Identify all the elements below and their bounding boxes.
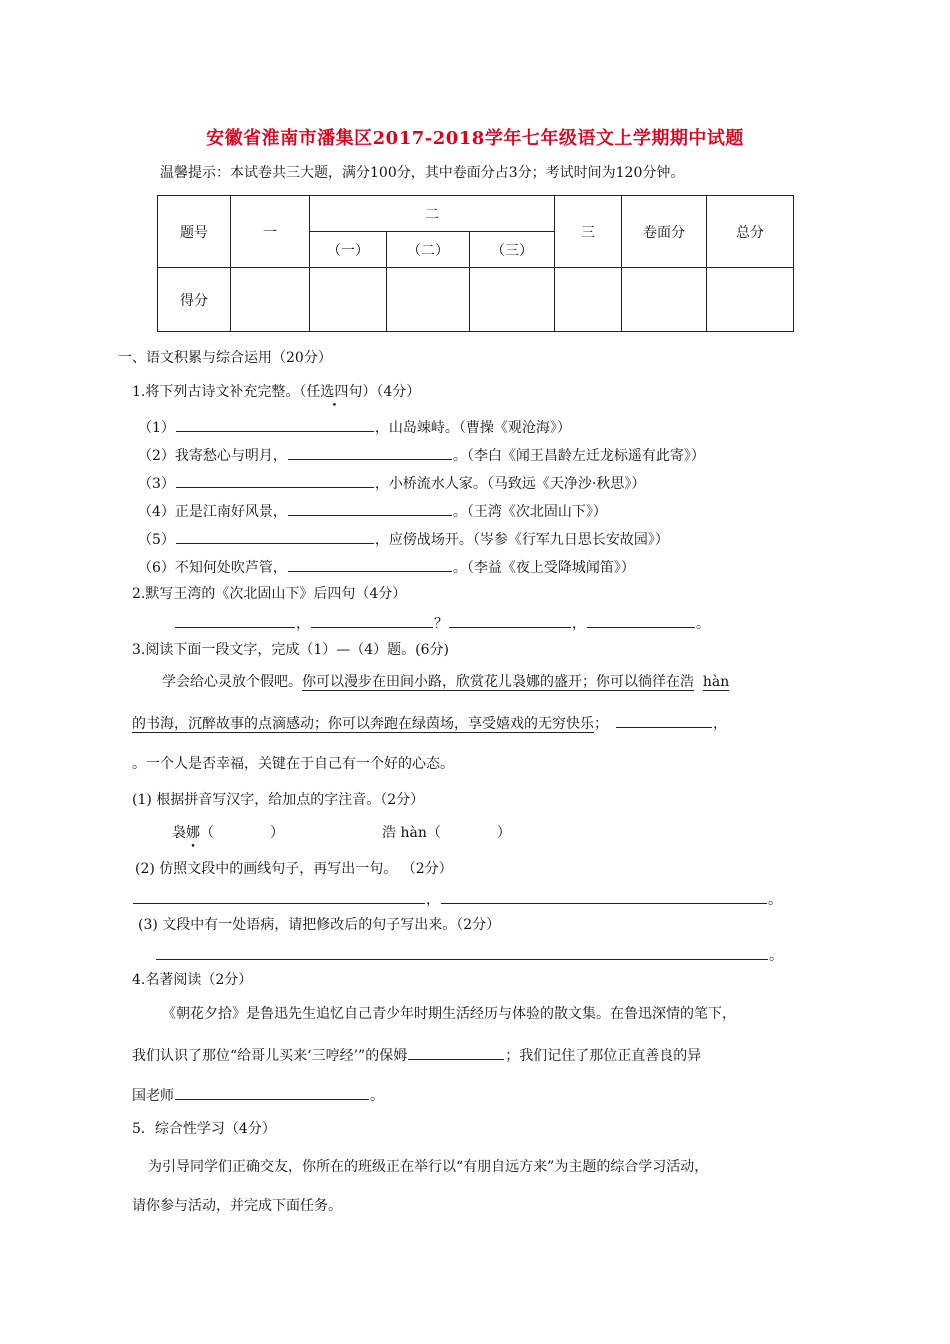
table-header-cell: 三 (555, 196, 622, 268)
underlined-sentence: 你可以漫步在田间小路，欣赏花儿袅娜的盛开；你可以徜徉在浩 (302, 674, 694, 690)
answer-blank[interactable] (176, 415, 374, 432)
q1-item: （5） ，应傍战场开。（岑参《行军九日思长安故园》） (138, 527, 669, 549)
score-cell[interactable] (470, 268, 555, 332)
q3-2-blanks: ， 。 (132, 887, 782, 909)
passage-line: 请你参与活动，并完成下面任务。 (132, 1198, 342, 1214)
q2-blanks: ， ？ ， 。 (174, 611, 710, 633)
passage-line: 。一个人是否幸福，关键在于自己有一个好的心态。 (132, 756, 454, 772)
passage-line: 为引导同学们正确交友，你所在的班级正在举行以“有朋自远方来”为主题的综合学习活动， (148, 1159, 709, 1175)
score-cell[interactable] (231, 268, 310, 332)
q1-item: （1） ，山岛竦峙。（曹操《观沧海》） (138, 415, 571, 437)
page-title: 安徽省淮南市潘集区2017-2018学年七年级语文上学期期中试题 (206, 128, 744, 149)
score-cell[interactable] (707, 268, 794, 332)
question-3: 3.阅读下面一段文字，完成（1）—（4）题。(6分) (132, 642, 450, 658)
q1-item: （3） ，小桥流水人家。（马致远《天净沙·秋思》） (138, 471, 645, 493)
score-cell[interactable] (310, 268, 387, 332)
dotted-text: 任选四句 (306, 384, 363, 400)
question-1: 1.将下列古诗文补充完整。（任选四句）（4分） (132, 384, 421, 400)
passage-line: 《朝花夕拾》是鲁迅先生追忆自己青少年时期生活经历与体验的散文集。在鲁迅深情的笔下， (162, 1006, 736, 1022)
score-cell[interactable] (622, 268, 707, 332)
score-table (157, 195, 794, 332)
sub-question: (1) 根据拼音写汉字，给加点的字注音。（2分） (132, 792, 425, 808)
answer-blank[interactable] (288, 443, 452, 460)
answer-blank[interactable] (288, 555, 452, 572)
question-5: 5．综合性学习（4分） (132, 1121, 276, 1137)
q1-item: （6）不知何处吹芦管， 。（李益《夜上受降城闻笛》） (138, 555, 635, 577)
table-header-cell: 二 (310, 196, 555, 232)
exam-tip: 温馨提示：本试卷共三大题，满分100分，其中卷面分占3分；考试时间为120分钟。 (160, 165, 685, 181)
answer-blank[interactable] (441, 887, 767, 904)
answer-blank[interactable] (175, 611, 295, 628)
passage-line: 我们认识了那位“给哥儿买来‘三哼经’”的保姆 ；我们记住了那位正直善良的异 (132, 1043, 701, 1065)
question-4: 4.名著阅读（2分） (132, 972, 253, 988)
table-row-label: 得分 (158, 268, 231, 332)
answer-blank[interactable] (587, 611, 695, 628)
answer-blank[interactable] (176, 527, 374, 544)
table-subheader-cell: （二） (387, 232, 470, 268)
pinyin: hàn (702, 674, 730, 690)
passage-line: 国老师 。 (132, 1083, 384, 1105)
q1-item: （2）我寄愁心与明月， 。（李白《闻王昌龄左迁龙标遥有此寄》） (138, 443, 705, 465)
score-cell[interactable] (387, 268, 470, 332)
table-header-cell: 题号 (158, 196, 231, 268)
section-heading: 一、语文积累与综合运用（20分） (118, 350, 332, 366)
table-header-cell: 一 (231, 196, 310, 268)
q3-3-blank: 。 (155, 943, 783, 965)
question-2: 2.默写王湾的《次北固山下》后四句（4分） (132, 586, 407, 602)
answer-blank[interactable] (133, 887, 425, 904)
answer-blank[interactable] (449, 611, 571, 628)
pinyin-task: 袅娜（ ） (172, 825, 284, 841)
score-cell[interactable] (555, 268, 622, 332)
answer-blank[interactable] (616, 711, 712, 728)
passage-line: 的书海，沉醉故事的点滴感动；你可以奔跑在绿茵场，享受嬉戏的无穷快乐； ， (132, 711, 727, 733)
sub-question: (3) 文段中有一处语病，请把修改后的句子写出来。（2分） (138, 917, 501, 933)
answer-blank[interactable] (156, 943, 768, 960)
q1-item: （4）正是江南好风景， 。（王湾《次北固山下》） (138, 499, 607, 521)
table-subheader-cell: （三） (470, 232, 555, 268)
answer-blank[interactable] (288, 499, 452, 516)
table-header-cell: 总分 (707, 196, 794, 268)
table-header-cell: 卷面分 (622, 196, 707, 268)
answer-blank[interactable] (176, 471, 374, 488)
pinyin-task[interactable]: 浩 hàn（ ） (382, 825, 511, 841)
underlined-sentence: 的书海，沉醉故事的点滴感动；你可以奔跑在绿茵场，享受嬉戏的无穷快乐 (132, 716, 594, 732)
answer-blank[interactable] (311, 611, 433, 628)
table-subheader-cell: （一） (310, 232, 387, 268)
sub-question: (2) 仿照文段中的画线句子，再写出一句。 （2分） (135, 861, 453, 877)
passage-line: 学会给心灵放个假吧。你可以漫步在田间小路，欣赏花儿袅娜的盛开；你可以徜徉在浩 hàn (162, 674, 730, 690)
answer-blank[interactable] (175, 1083, 369, 1100)
answer-blank[interactable] (408, 1043, 504, 1060)
